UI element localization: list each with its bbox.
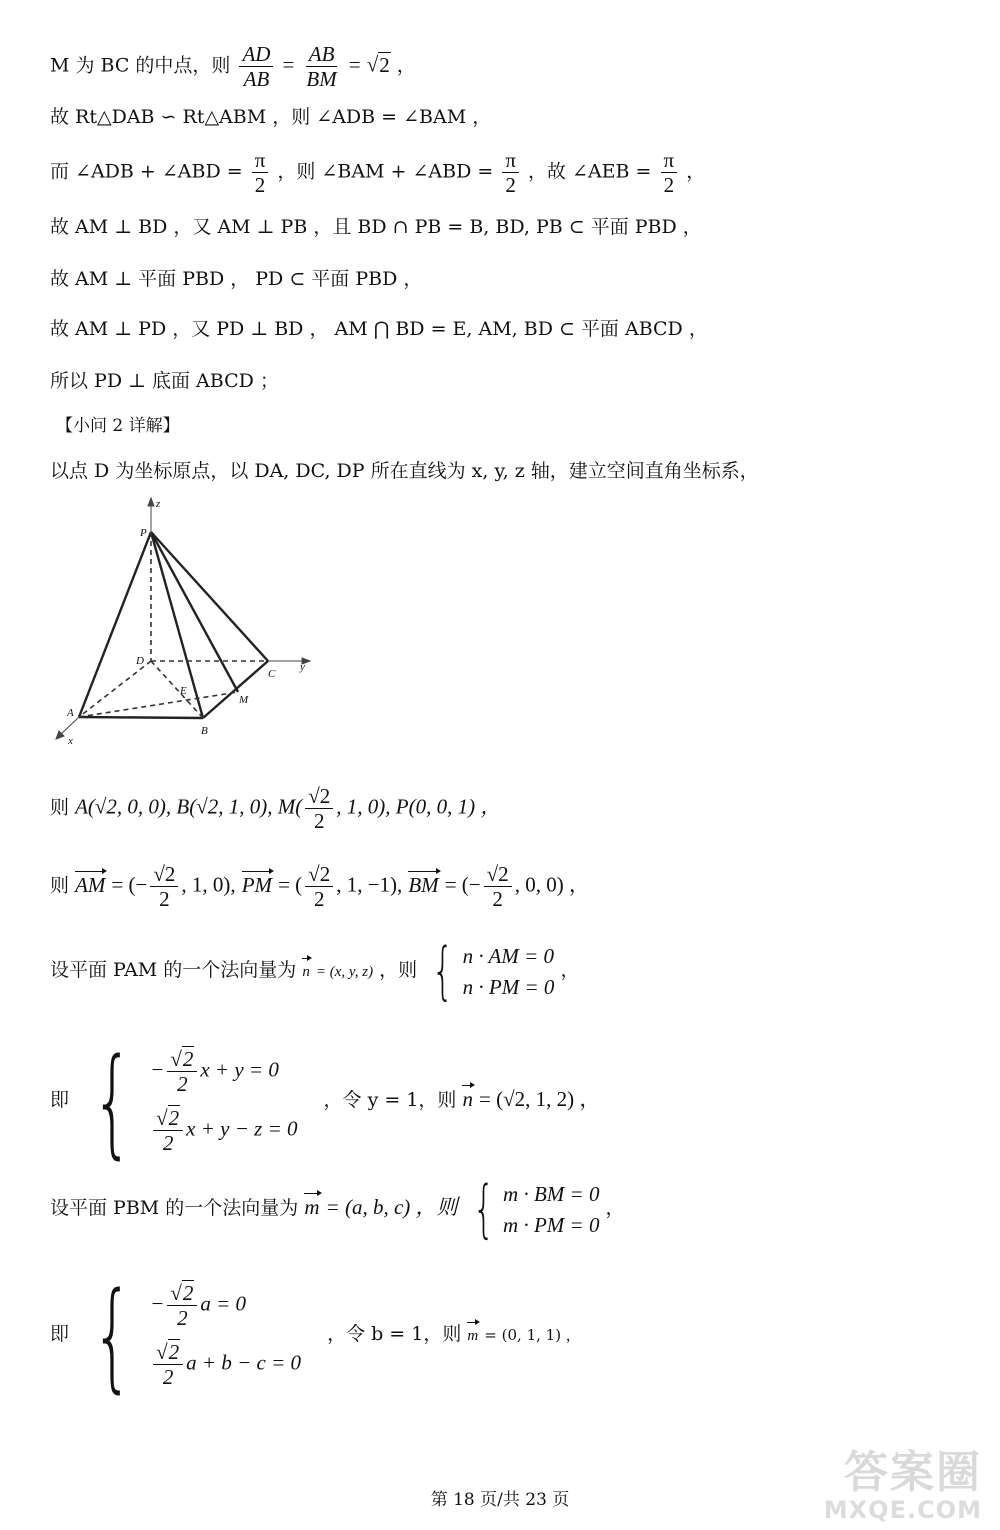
text-run: = (− (111, 872, 148, 897)
brace: { (91, 1266, 134, 1404)
line-vectors (50, 862, 590, 911)
section-title: 【小问 2 详解】 (56, 416, 180, 436)
line-pbm-system (50, 1266, 581, 1404)
text-run: 所以 PD ⊥ 底面 ABCD ； (50, 370, 279, 392)
fraction-sqrt2-over-2: $\frac{√2}{2}$ (167, 1047, 197, 1096)
fraction-sqrt2-over-2: $\frac{√2}{2}$ (153, 1106, 183, 1155)
text-run: A(√2, 0, 0), B(√2, 1, 0), M( (75, 794, 303, 819)
text-run: 即 (50, 1323, 70, 1345)
text-run: ，则 (379, 959, 418, 981)
edge-am-hidden (79, 692, 238, 717)
text-run: 即 (50, 1089, 70, 1111)
pyramid-figure (48, 492, 318, 752)
label-z: z (156, 498, 161, 510)
x-axis (60, 717, 79, 735)
line-am-perp-bd (50, 214, 702, 240)
equation-system-pbm-expanded (75, 1266, 302, 1404)
line-am-perp-pd (50, 316, 708, 342)
equals-sign: = (282, 52, 295, 77)
equation-row: n · AM = 0 (462, 943, 555, 968)
text-run: 故 AM ⊥ PD ，又 PD ⊥ BD ， AM ⋂ BD = E, AM, BD ⊂ 平面 ABCD ， (50, 318, 708, 340)
label-d: D (136, 655, 144, 667)
equation-system-pam (423, 934, 555, 1007)
text-run: = (− (444, 872, 481, 897)
edge-bc (203, 661, 268, 718)
system-rows (150, 1042, 297, 1160)
text-run: 以点 D 为坐标原点，以 DA, DC, DP 所在直线为 x, y, z 轴，建立空间直角坐标系， (50, 460, 759, 482)
text-run: ，故 ∠AEB = (528, 160, 652, 183)
equation-system-pam-expanded (75, 1032, 298, 1170)
fraction-sqrt2-over-2: $\frac{√2}{2}$ (305, 784, 333, 833)
equation-row: $\frac{√2}{2}$ x + y − z = 0 (150, 1106, 297, 1155)
equation-row: − $\frac{√2}{2}$ x + y = 0 (150, 1046, 279, 1096)
vector-n: n (462, 1087, 473, 1111)
equation-row: $\frac{√2}{2}$ a + b − c = 0 (150, 1340, 301, 1389)
line-angle-sum (50, 148, 705, 197)
vector-n: n (302, 959, 310, 985)
text-run: 故 AM ⊥ BD ，又 AM ⊥ PB ，且 BD ∩ PB = B, BD, PB ⊂ 平面 PBD ， (50, 216, 702, 238)
line-pam-system (50, 1032, 601, 1170)
equation-row: m · PM = 0 (503, 1212, 600, 1237)
label-c: C (268, 668, 276, 680)
fraction-sqrt2-over-2: $\frac{√2}{2}$ (150, 862, 178, 911)
text-run: ，令 b = 1，则 (327, 1323, 462, 1345)
vector-am: AM (75, 872, 106, 897)
text-run: 则 (50, 874, 70, 897)
watermark-text: 答案圈 (844, 1447, 982, 1498)
label-p: P (140, 527, 147, 539)
fraction-sqrt2-over-2: $\frac{√2}{2}$ (167, 1281, 197, 1330)
line-coordinate-system (50, 458, 759, 484)
text-run: ，令 y = 1，则 (323, 1089, 457, 1111)
text-run: 而 ∠ADB + ∠ABD = (50, 160, 243, 183)
line-am-perp-plane (50, 266, 422, 292)
punct: ， (560, 959, 580, 981)
vector-pm: PM (241, 872, 273, 897)
vector-m: m (467, 1323, 478, 1349)
sqrt-2: √2 (366, 52, 390, 77)
text-run: = (x, y, z) (315, 964, 374, 980)
text-run: = (a, b, c) ，则 (325, 1195, 458, 1219)
text-run: 则 (50, 796, 70, 819)
equation-system-pbm (464, 1172, 600, 1245)
system-rows (150, 1276, 301, 1394)
line-similar-triangles (50, 104, 491, 130)
label-y: y (300, 661, 305, 673)
page-footer: 第 18 页/共 23 页 (430, 1490, 570, 1510)
watermark-url: MXQE.COM (823, 1496, 982, 1524)
line-point-coordinates (50, 784, 501, 833)
line-midpoint-ratio (50, 42, 416, 91)
line-plane-pam-normal (50, 934, 580, 1007)
text-run: , 1, −1), (336, 872, 403, 897)
brace: { (432, 934, 454, 1007)
text-run: , 1, 0), (181, 872, 236, 897)
label-e: E (180, 685, 187, 697)
text-run: ，则 ∠BAM + ∠ABD = (277, 160, 494, 183)
punct: ， (396, 54, 416, 77)
vector-bm: BM (408, 872, 439, 897)
text-run: 设平面 PBM 的一个法向量为 (50, 1197, 299, 1219)
label-x: x (68, 735, 73, 747)
brace: { (472, 1172, 495, 1245)
equation-row: n · PM = 0 (462, 974, 555, 999)
text-run: = (√2, 1, 2) ， (479, 1087, 601, 1111)
equals-sign: = (348, 52, 361, 77)
label-a: A (67, 707, 74, 719)
system-rows (503, 1178, 599, 1240)
label-m: M (239, 694, 249, 706)
text-run: = (0, 1, 1) ， (484, 1326, 581, 1344)
equation-row: m · BM = 0 (503, 1181, 600, 1206)
text-run: = ( (278, 872, 303, 897)
fraction-sqrt2-over-2: $\frac{√2}{2}$ (305, 862, 333, 911)
vector-m: m (304, 1195, 320, 1219)
edge-ab (79, 717, 203, 718)
fraction-sqrt2-over-2: $\frac{√2}{2}$ (484, 862, 512, 911)
line-plane-pbm-normal (50, 1172, 625, 1245)
fraction-sqrt2-over-2: $\frac{√2}{2}$ (153, 1340, 183, 1389)
label-b: B (201, 725, 208, 737)
brace: { (91, 1032, 134, 1170)
fraction-pi-over-2: $\frac{\pi}{2}$ (252, 148, 269, 197)
punct: ， (686, 160, 706, 183)
z-axis-arrow (148, 498, 154, 506)
line-pd-perp-base (50, 368, 279, 394)
text-run: 故 Rt△DAB ∽ Rt△ABM ，则 ∠ADB = ∠BAM ， (50, 106, 492, 128)
fraction-ad-ab: $\frac{AD}{AB}$ (239, 42, 273, 91)
text-run: , 1, 0), P(0, 0, 1) ， (336, 794, 502, 819)
punct: ， (605, 1197, 625, 1219)
text-run: 故 AM ⊥ 平面 PBD ， PD ⊂ 平面 PBD ， (50, 268, 423, 290)
fraction-pi-over-2: $\frac{\pi}{2}$ (502, 148, 519, 197)
system-rows (463, 940, 555, 1002)
fraction-ab-bm: $\frac{AB}{BM}$ (306, 42, 337, 92)
fraction-pi-over-2: $\frac{\pi}{2}$ (661, 148, 678, 197)
text-run: 设平面 PAM 的一个法向量为 (50, 959, 297, 981)
equation-row: − $\frac{√2}{2}$ a = 0 (150, 1280, 247, 1330)
text-run: M 为 BC 的中点，则 (50, 54, 231, 77)
text-run: , 0, 0) ， (514, 872, 590, 897)
